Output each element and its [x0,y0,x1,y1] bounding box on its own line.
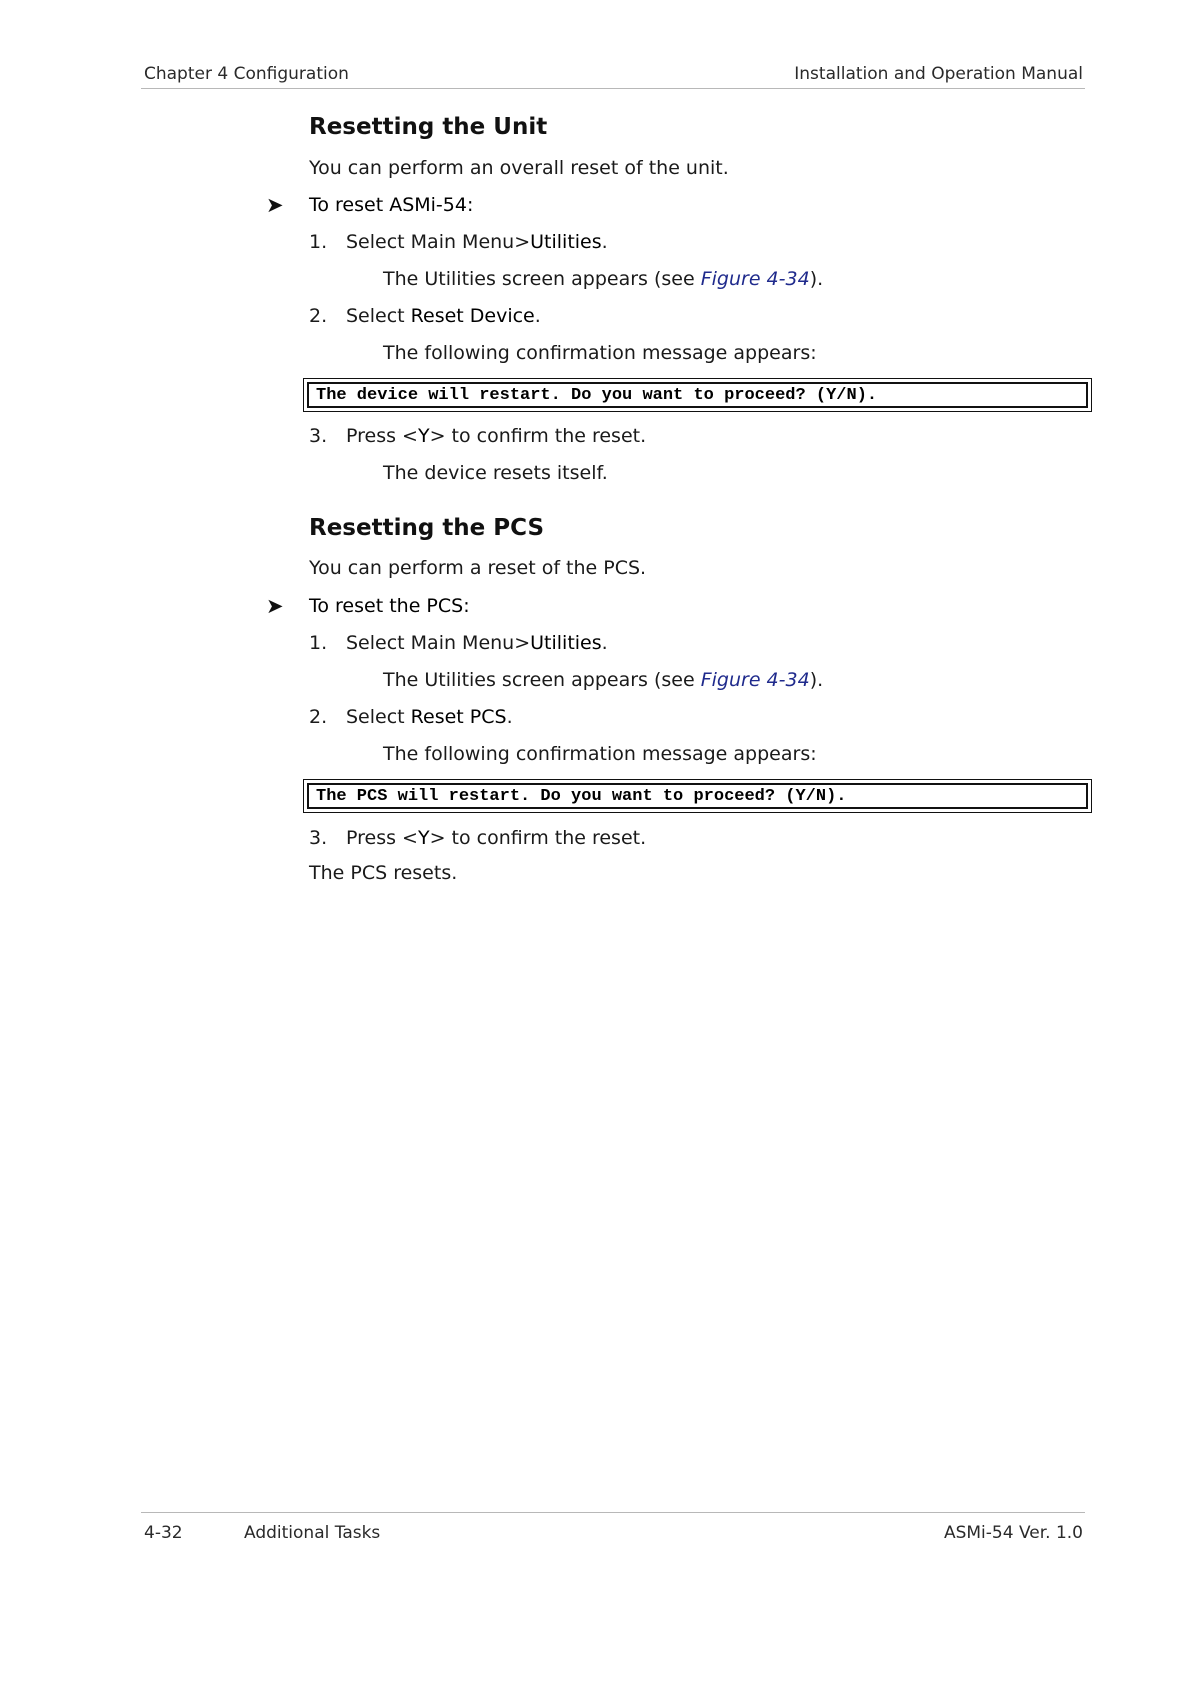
step-number: 3. [309,827,328,849]
key-label: Y [417,827,430,849]
running-header-manual: Installation and Operation Manual [794,64,1083,84]
section-intro: You can perform an overall reset of the unit. [309,157,729,179]
confirmation-message-box: The PCS will restart. Do you want to proceed? (Y/N). [307,783,1088,809]
menu-target: Reset PCS [410,706,507,728]
step-number: 3. [309,425,328,447]
footer-section-title: Additional Tasks [244,1523,381,1543]
step-2-note: The following confirmation message appears: [383,743,817,765]
step-1: 1. Select Main Menu>Utilities. [309,231,608,253]
procedure-title: To reset the PCS: [309,595,470,617]
section-intro: You can perform a reset of the PCS. [309,557,647,579]
menu-separator: > [514,632,531,654]
step-3-note: The PCS resets. [309,862,458,884]
header-rule [141,88,1085,89]
procedure-title: To reset ASMi-54: [309,194,474,216]
step-3: 3. Press <Y> to confirm the reset. [309,827,647,849]
figure-link[interactable]: Figure 4-34 [700,669,810,691]
section-heading-reset-pcs: Resetting the PCS [309,515,545,541]
confirmation-message-box: The device will restart. Do you want to proceed? (Y/N). [307,382,1088,408]
arrowhead-right-icon: ➤ [266,594,284,618]
footer-rule [141,1512,1085,1513]
footer-product-version: ASMi-54 Ver. 1.0 [943,1523,1083,1543]
menu-target: Reset Device [410,305,535,327]
menu-separator: > [514,231,531,253]
page-number: 4-32 [144,1523,183,1543]
step-1: 1. Select Main Menu>Utilities. [309,632,608,654]
key-label: Y [417,425,430,447]
menu-target: Utilities [530,632,602,654]
running-header-chapter: Chapter 4 Configuration [144,64,349,84]
step-number: 2. [309,305,328,327]
step-3: 3. Press <Y> to confirm the reset. [309,425,647,447]
step-1-note: The Utilities screen appears (see Figure 4-34). [383,669,824,691]
menu-target: Utilities [530,231,602,253]
step-2: 2. Select Reset PCS. [309,706,513,728]
step-number: 1. [309,632,328,654]
step-1-note: The Utilities screen appears (see Figure 4-34). [383,268,824,290]
step-3-note: The device resets itself. [383,462,608,484]
step-2-note: The following confirmation message appears: [383,342,817,364]
step-number: 1. [309,231,328,253]
step-text: Select Main Menu [346,231,515,253]
figure-link[interactable]: Figure 4-34 [700,268,810,290]
step-2: 2. Select Reset Device. [309,305,541,327]
section-heading-reset-unit: Resetting the Unit [309,114,548,140]
arrowhead-right-icon: ➤ [266,193,284,217]
step-number: 2. [309,706,328,728]
